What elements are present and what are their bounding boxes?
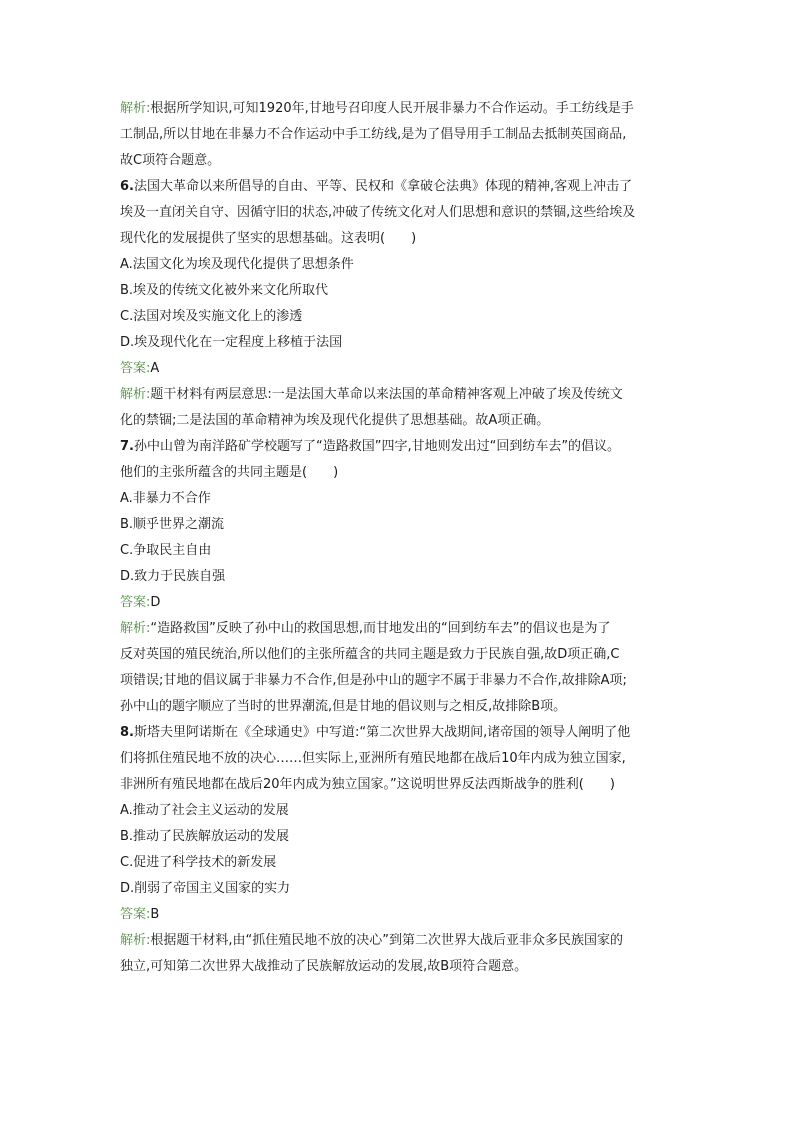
answer-value: B	[150, 907, 160, 922]
answer-option	[120, 876, 674, 902]
question-text: 现代化的发展提供了坚实的思想基础。这表明( )	[120, 231, 417, 246]
analysis-text: 根据所学知识,可知1920年,甘地号召印度人民开展非暴力不合作运动。手工纺线是手	[150, 101, 634, 116]
option-text: C.促进了科学技术的新发展	[120, 855, 277, 870]
analysis-text: 题干材料有两层意思:一是法国大革命以来法国的革命精神客观上冲破了埃及传统文	[150, 387, 623, 402]
option-text: B.顺乎世界之潮流	[120, 517, 225, 532]
question-line	[120, 226, 674, 252]
question-text: 非洲所有殖民地都在战后20年内成为独立国家。”这说明世界反法西斯战争的胜利( )	[120, 777, 615, 792]
analysis-line	[120, 642, 674, 668]
analysis-line	[120, 668, 674, 694]
analysis-text: 根据题干材料,由“抓住殖民地不放的决心”到第二次世界大战后亚非众多民族国家的	[150, 933, 623, 948]
answer-option	[120, 850, 674, 876]
analysis-line	[120, 408, 674, 434]
analysis-line	[120, 382, 674, 408]
answer-label: 答案:	[120, 907, 151, 922]
question-text: 法国大革命以来所倡导的自由、平等、民权和《拿破仑法典》体现的精神,客观上冲击了	[133, 179, 633, 194]
question-number: 6.	[120, 179, 134, 194]
answer-option	[120, 304, 674, 330]
question-number: 7.	[120, 439, 134, 454]
answer-option	[120, 330, 674, 356]
analysis-line	[120, 616, 674, 642]
analysis-text: “造路救国”反映了孙中山的救国思想,而甘地发出的“回到纺车去”的倡议也是为了	[150, 621, 611, 636]
option-text: D.埃及现代化在一定程度上移植于法国	[120, 335, 343, 350]
analysis-block	[120, 382, 674, 434]
answer-label: 答案:	[120, 595, 151, 610]
answer-option	[120, 278, 674, 304]
analysis-line	[120, 694, 674, 720]
option-text: A.法国文化为埃及现代化提供了思想条件	[120, 257, 354, 272]
question-text: 斯塔夫里阿诺斯在《全球通史》中写道:“第二次世界大战期间,诸帝国的领导人阐明了他	[133, 725, 631, 740]
question-line	[120, 772, 674, 798]
answer-value: A	[150, 361, 160, 376]
analysis-label: 解析:	[120, 933, 151, 948]
question-line	[120, 746, 674, 772]
answer-line	[120, 902, 674, 928]
question-block	[120, 434, 674, 486]
question-line	[120, 460, 674, 486]
question-line	[120, 174, 674, 200]
analysis-label: 解析:	[120, 101, 151, 116]
question-text: 他们的主张所蕴含的共同主题是( )	[120, 465, 339, 480]
question-text: 埃及一直闭关自守、因循守旧的状态,冲破了传统文化对人们思想和意识的禁锢,这些给埃及	[120, 205, 636, 220]
analysis-line	[120, 928, 674, 954]
analysis-text: 孙中山的题字顺应了当时的世界潮流,但是甘地的倡议则与之相反,故排除B项。	[120, 699, 567, 714]
option-text: A.推动了社会主义运动的发展	[120, 803, 289, 818]
answer-option	[120, 798, 674, 824]
analysis-text: 反对英国的殖民统治,所以他们的主张所蕴含的共同主题是致力于民族自强,故D项正确,C	[120, 647, 620, 662]
analysis-text: 项错误;甘地的倡议属于非暴力不合作,但是孙中山的题字不属于非暴力不合作,故排除A项;	[120, 673, 627, 688]
answer-option	[120, 512, 674, 538]
question-line	[120, 434, 674, 460]
analysis-block	[120, 928, 674, 980]
option-text: C.法国对埃及实施文化上的渗透	[120, 309, 303, 324]
question-block	[120, 720, 674, 798]
option-text: B.推动了民族解放运动的发展	[120, 829, 290, 844]
answer-block	[120, 902, 674, 928]
analysis-line	[120, 122, 674, 148]
question-block	[120, 174, 674, 252]
option-text: A.非暴力不合作	[120, 491, 211, 506]
answer-value: D	[150, 595, 161, 610]
analysis-line	[120, 148, 674, 174]
answer-option	[120, 486, 674, 512]
option-text: D.致力于民族自强	[120, 569, 226, 584]
document-content	[120, 96, 674, 980]
analysis-block	[120, 96, 674, 174]
analysis-label: 解析:	[120, 387, 151, 402]
question-text: 孙中山曾为南洋路矿学校题写了“造路救国”四字,甘地则发出过“回到纺车去”的倡议。	[133, 439, 621, 454]
question-number: 8.	[120, 725, 134, 740]
analysis-text: 故C项符合题意。	[120, 153, 221, 168]
analysis-text: 工制品,所以甘地在非暴力不合作运动中手工纺线,是为了倡导用手工制品去抵制英国商品,	[120, 127, 627, 142]
answer-block	[120, 356, 674, 382]
answer-block	[120, 590, 674, 616]
analysis-line	[120, 96, 674, 122]
question-line	[120, 200, 674, 226]
answer-line	[120, 590, 674, 616]
answer-line	[120, 356, 674, 382]
answer-option	[120, 564, 674, 590]
answer-option	[120, 824, 674, 850]
analysis-line	[120, 954, 674, 980]
analysis-text: 化的禁锢;二是法国的革命精神为埃及现代化提供了思想基础。故A项正确。	[120, 413, 550, 428]
option-text: C.争取民主自由	[120, 543, 212, 558]
analysis-block	[120, 616, 674, 720]
answer-option	[120, 538, 674, 564]
analysis-label: 解析:	[120, 621, 151, 636]
answer-label: 答案:	[120, 361, 151, 376]
question-text: 们将抓住殖民地不放的决心……但实际上,亚洲所有殖民地都在战后10年内成为独立国家,	[120, 751, 626, 766]
option-text: D.削弱了帝国主义国家的实力	[120, 881, 291, 896]
question-line	[120, 720, 674, 746]
answer-option	[120, 252, 674, 278]
analysis-text: 独立,可知第二次世界大战推动了民族解放运动的发展,故B项符合题意。	[120, 959, 528, 974]
option-text: B.埃及的传统文化被外来文化所取代	[120, 283, 329, 298]
